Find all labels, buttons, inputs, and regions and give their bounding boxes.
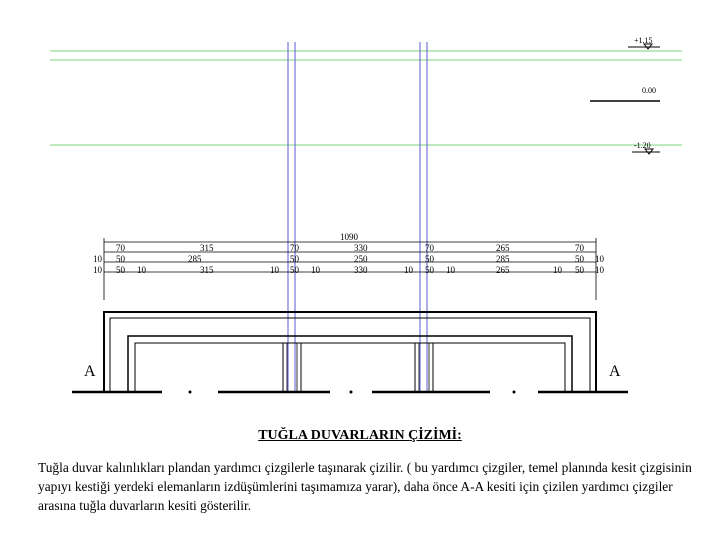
dim-row3-label: 265 bbox=[496, 265, 510, 275]
dim-row3-label: 10 bbox=[553, 265, 562, 275]
dim-row3-label: 10 bbox=[270, 265, 279, 275]
dim-row1-label: 70 bbox=[575, 243, 584, 253]
dim-row1-label: 70 bbox=[116, 243, 125, 253]
dim-row2-label: 50 bbox=[575, 254, 584, 264]
page-title: TUĞLA DUVARLARIN ÇİZİMİ: bbox=[258, 428, 462, 443]
dim-row3-label: 10 bbox=[311, 265, 320, 275]
dim-row1-label: 265 bbox=[496, 243, 510, 253]
level-lines bbox=[50, 51, 682, 145]
dim-row2-label: 50 bbox=[290, 254, 299, 264]
dim-row3-label: 10 bbox=[446, 265, 455, 275]
dim-row3-label: 50 bbox=[575, 265, 584, 275]
dim-row2-label: 50 bbox=[116, 254, 125, 264]
dim-row2-label: 10 bbox=[93, 254, 102, 264]
dim-row1-label: 70 bbox=[290, 243, 299, 253]
section-mark-right: A bbox=[609, 363, 621, 380]
dim-row3-label: 10 bbox=[595, 265, 604, 275]
dim-row3-label: 10 bbox=[404, 265, 413, 275]
dim-row3-label: 50 bbox=[116, 265, 125, 275]
dim-row2-label: 285 bbox=[496, 254, 510, 264]
projection-lines bbox=[288, 42, 427, 392]
dim-row2-label: 50 bbox=[425, 254, 434, 264]
dim-row1-label: 70 bbox=[425, 243, 434, 253]
description-text: Tuğla duvar kalınlıkları plandan yardımcı çizgilerle taşınarak çizilir. ( bu yardımcı çizgiler, temel planında kesit çizgisinin yapıyı kestiği yerdeki elemanların izdüşümlerini taşımamıza yarar), daha önce A-A kesiti için çizilen yardımcı çizgiler arasına tuğla duvarların kesiti gösterilir. bbox=[38, 460, 692, 513]
level-label-bottom: -1.20 bbox=[634, 141, 651, 150]
dim-row2-label: 285 bbox=[188, 254, 202, 264]
dim-row3-label: 50 bbox=[290, 265, 299, 275]
section-mark-left: A bbox=[84, 363, 96, 380]
dim-row1-label: 315 bbox=[200, 243, 214, 253]
dimension-lines bbox=[104, 238, 596, 300]
overall-dimension: 1090 bbox=[340, 232, 358, 242]
level-label-zero: 0.00 bbox=[642, 86, 656, 95]
dim-row3-label: 50 bbox=[425, 265, 434, 275]
dim-row3-label: 330 bbox=[354, 265, 368, 275]
dim-row2-label: 10 bbox=[595, 254, 604, 264]
dim-row1-label: 330 bbox=[354, 243, 368, 253]
dim-row3-label: 10 bbox=[137, 265, 146, 275]
dim-row2-label: 250 bbox=[354, 254, 368, 264]
level-label-top: +1.15 bbox=[634, 36, 653, 45]
wall-section bbox=[104, 312, 596, 392]
dim-row3-label: 315 bbox=[200, 265, 214, 275]
dim-row3-label: 10 bbox=[93, 265, 102, 275]
dimension-labels bbox=[93, 243, 605, 275]
